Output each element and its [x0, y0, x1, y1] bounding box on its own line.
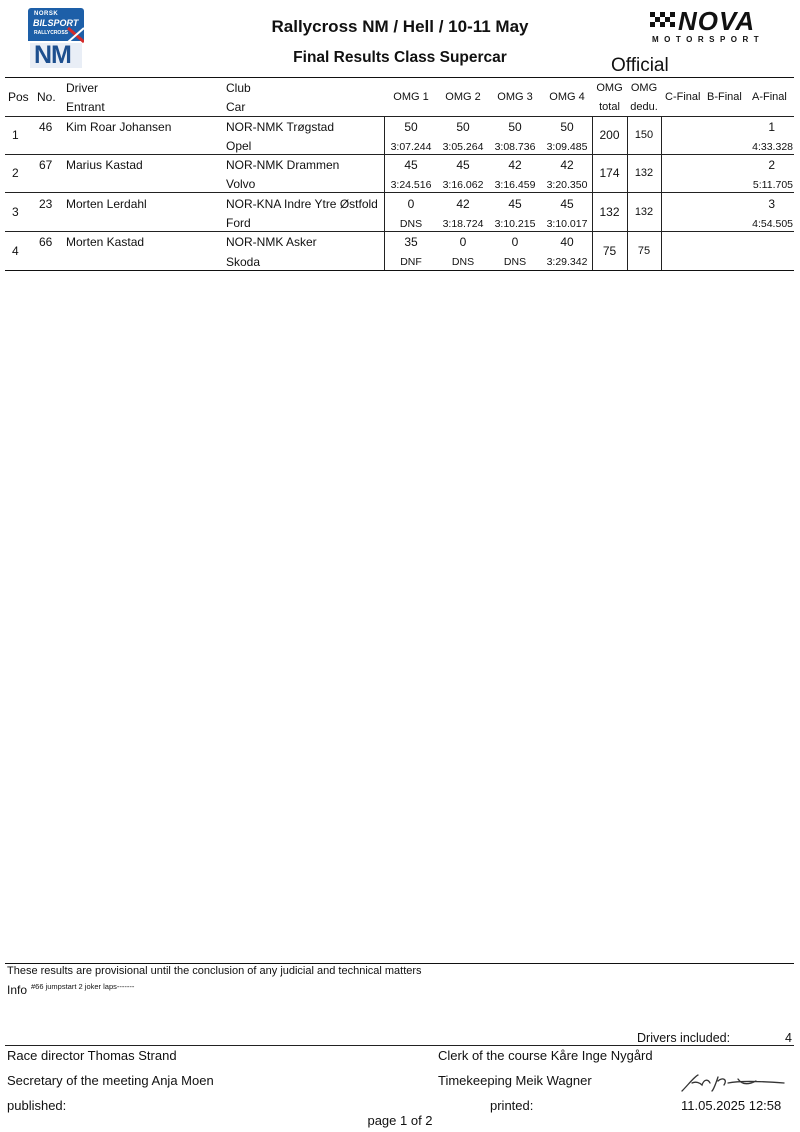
row-car: Opel — [226, 139, 252, 153]
row-no: 67 — [39, 158, 53, 172]
published-label: published: — [7, 1098, 67, 1113]
row-omg-total: 132 — [599, 205, 620, 219]
header-omg-dedu-line1: OMG — [630, 82, 658, 94]
logo-nova-text: NOVA — [678, 6, 756, 36]
row-omg1-time: 3:07.244 — [390, 141, 432, 153]
footer-top-border — [5, 963, 794, 964]
column-separator — [661, 116, 662, 270]
row-pos: 1 — [12, 128, 19, 142]
row-omg4-time: 3:09.485 — [546, 141, 588, 153]
row-omg1-points: 50 — [404, 120, 418, 134]
header-driver: Driver — [66, 81, 98, 95]
logo-rallycross-text: RALLYCROSS — [34, 30, 68, 36]
row-no: 23 — [39, 197, 53, 211]
table-bottom-border — [5, 270, 794, 271]
row-omg4-points: 45 — [560, 197, 574, 211]
timekeeping: Timekeeping Meik Wagner — [438, 1073, 592, 1088]
row-omg4-points: 42 — [560, 158, 574, 172]
row-omg4-time: 3:29.342 — [546, 256, 588, 268]
drivers-included-label: Drivers included: — [637, 1031, 731, 1045]
table-top-border — [5, 77, 794, 78]
header-club: Club — [226, 81, 251, 95]
header-omg3: OMG 3 — [497, 91, 533, 103]
row-no: 66 — [39, 235, 53, 249]
row-driver: Marius Kastad — [66, 158, 143, 172]
row-omg1-points: 35 — [404, 235, 418, 249]
row-omg3-time: 3:08.736 — [494, 141, 536, 153]
row-omg4-time: 3:10.017 — [546, 218, 588, 230]
page-number: page 1 of 2 — [367, 1113, 433, 1128]
row-driver: Morten Kastad — [66, 235, 145, 249]
row-omg1-time: DNS — [399, 218, 423, 230]
row-omg1-time: 3:24.516 — [390, 179, 432, 191]
row-omg-dedu: 132 — [634, 206, 654, 218]
header-omg-total-line2: total — [599, 101, 620, 113]
logo-nm-text: NM — [34, 41, 71, 69]
logo-norsk-text: NORSK — [34, 11, 59, 17]
row-omg4-points: 50 — [560, 120, 574, 134]
row-separator — [5, 231, 794, 232]
row-club: NOR-NMK Asker — [226, 235, 317, 249]
row-pos: 3 — [12, 205, 19, 219]
row-omg-total: 200 — [599, 128, 620, 142]
info-text: #66 jumpstart 2 joker laps------- — [31, 982, 135, 991]
row-omg3-points: 0 — [511, 235, 519, 249]
provisional-notice: These results are provisional until the conclusion of any judicial and technical matters — [7, 965, 422, 977]
row-driver: Kim Roar Johansen — [66, 120, 172, 134]
row-omg2-points: 50 — [456, 120, 470, 134]
row-pos: 2 — [12, 166, 19, 180]
header-bottom-border — [5, 116, 794, 117]
row-omg4-points: 40 — [560, 235, 574, 249]
row-omg2-time: DNS — [451, 256, 475, 268]
row-car: Volvo — [226, 177, 256, 191]
printed-label: printed: — [490, 1098, 534, 1113]
logo-motorsport-text: MOTORSPORT — [652, 35, 765, 44]
page-title: Rallycross NM / Hell / 10-11 May — [271, 17, 529, 36]
row-omg2-time: 3:16.062 — [442, 179, 484, 191]
signature-top-border — [5, 1045, 794, 1046]
row-omg3-points: 50 — [508, 120, 522, 134]
row-pos: 4 — [12, 244, 19, 258]
row-club: NOR-NMK Drammen — [226, 158, 340, 172]
row-omg-dedu: 150 — [634, 129, 654, 141]
row-omg-total: 75 — [602, 244, 617, 258]
row-omg2-time: 3:18.724 — [442, 218, 484, 230]
row-omg2-points: 0 — [459, 235, 467, 249]
drivers-included-count: 4 — [785, 1031, 792, 1045]
row-omg2-points: 42 — [456, 197, 470, 211]
row-omg1-points: 45 — [404, 158, 418, 172]
official-status: Official — [611, 55, 669, 76]
header-no: No. — [37, 90, 56, 104]
row-omg-total: 174 — [599, 166, 620, 180]
header-c-final: C-Final — [665, 91, 701, 103]
row-a-final-time: 4:33.328 — [752, 141, 793, 153]
row-car: Skoda — [226, 255, 261, 269]
header-omg1: OMG 1 — [393, 91, 429, 103]
header-omg-dedu-line2: dedu. — [630, 101, 658, 113]
secretary-of-meeting: Secretary of the meeting Anja Moen — [7, 1073, 214, 1088]
printed-datetime: 11.05.2025 12:58 — [681, 1098, 782, 1113]
row-omg3-time: DNS — [503, 256, 527, 268]
row-omg1-points: 0 — [407, 197, 415, 211]
header-omg-total-line1: OMG — [596, 82, 623, 94]
row-a-final-position: 3 — [768, 197, 775, 211]
info-label: Info — [7, 983, 28, 997]
row-club: NOR-KNA Indre Ytre Østfold — [226, 197, 378, 211]
row-a-final-time: 5:11.705 — [752, 179, 793, 191]
row-club: NOR-NMK Trøgstad — [226, 120, 335, 134]
page-subtitle: Final Results Class Supercar — [293, 49, 507, 66]
row-omg3-time: 3:16.459 — [494, 179, 536, 191]
header-car: Car — [226, 100, 246, 114]
row-separator — [5, 192, 794, 193]
logo-bilsport-text: BILSPORT — [33, 18, 79, 28]
row-car: Ford — [226, 216, 251, 230]
clerk-of-course: Clerk of the course Kåre Inge Nygård — [438, 1048, 653, 1063]
row-separator — [5, 154, 794, 155]
race-director: Race director Thomas Strand — [7, 1048, 177, 1063]
header-pos: Pos — [8, 90, 29, 104]
row-driver: Morten Lerdahl — [66, 197, 147, 211]
row-omg2-points: 45 — [456, 158, 470, 172]
row-a-final-position: 1 — [768, 120, 775, 134]
header-entrant: Entrant — [66, 100, 105, 114]
row-omg1-time: DNF — [400, 256, 422, 268]
handwritten-signature — [678, 1071, 788, 1095]
row-no: 46 — [39, 120, 53, 134]
row-a-final-position: 2 — [768, 158, 775, 172]
row-omg4-time: 3:20.350 — [546, 179, 588, 191]
nova-motorsport-logo — [648, 6, 788, 46]
header-omg4: OMG 4 — [549, 91, 585, 103]
row-a-final-time: 4:54.505 — [752, 218, 793, 230]
row-omg3-points: 45 — [508, 197, 522, 211]
row-omg2-time: 3:05.264 — [442, 141, 484, 153]
header-a-final: A-Final — [752, 91, 787, 103]
header-omg2: OMG 2 — [445, 91, 481, 103]
row-omg3-points: 42 — [508, 158, 522, 172]
row-omg3-time: 3:10.215 — [494, 218, 536, 230]
header-b-final: B-Final — [707, 91, 742, 103]
row-omg-dedu: 132 — [634, 167, 654, 179]
row-omg-dedu: 75 — [637, 245, 651, 257]
